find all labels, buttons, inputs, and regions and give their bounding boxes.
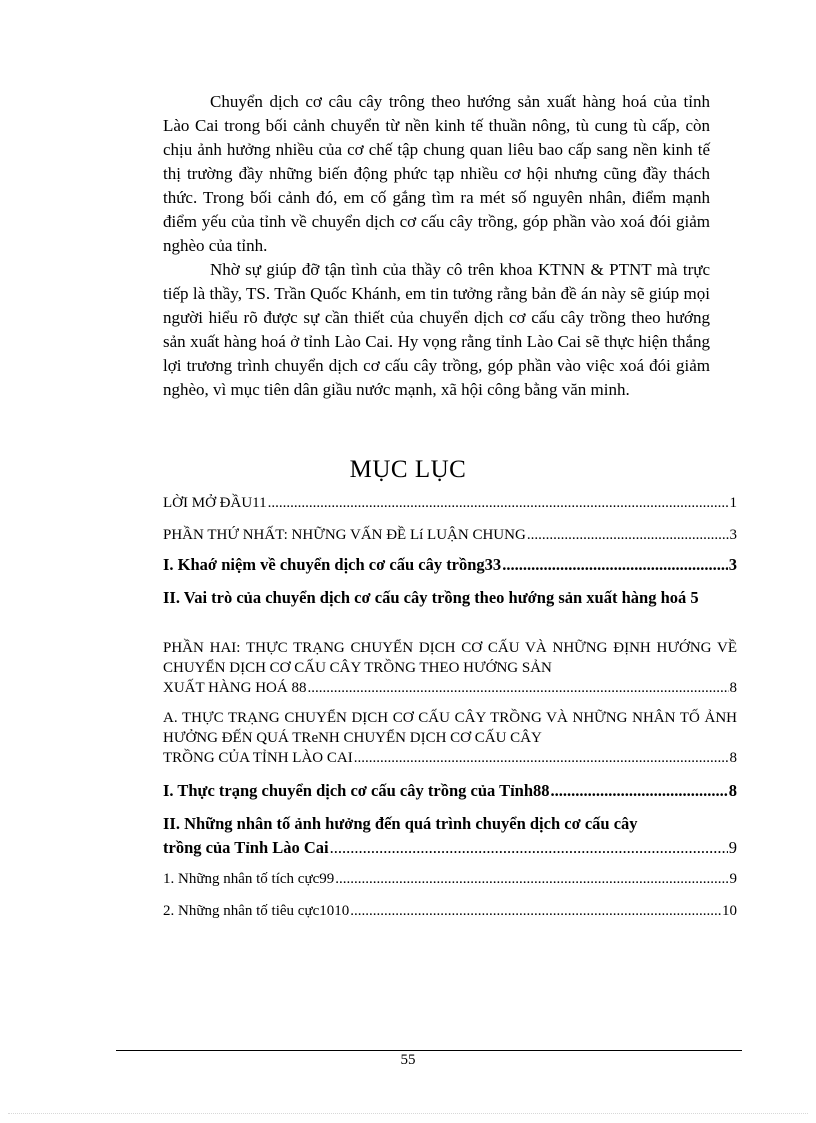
toc-entry-text: A. THỰC TRẠNG CHUYỂN DỊCH CƠ CẤU CÂY TRỒNG VÀ NHỮNG NHÂN TỐ ẢNH HƯỞNG ĐẾN QUÁ TReNH CHUYỂN DỊCH CƠ CẤU CÂY: [163, 710, 737, 746]
toc-entry-tich-cuc[interactable]: [163, 868, 737, 890]
toc-entry-text-cont: TRỒNG CỦA TỈNH LÀO CAI: [163, 750, 353, 766]
toc-entry-thuc-trang-a[interactable]: [163, 708, 737, 768]
toc-entry-page: 3: [728, 555, 737, 574]
toc-title: MỤC LỤC: [349, 456, 467, 483]
toc-entry-text: I. Khaớ niệm về chuyển dịch cơ cấu cây trồng33: [163, 555, 502, 574]
toc-entry-text: LỜI MỞ ĐẦU11: [163, 495, 267, 511]
intro-paragraph-2: Nhờ sự giúp đỡ tận tình của thầy cô trên khoa KTNN & PTNT mà trực tiếp là thầy, TS. Trần Quốc Khánh, em tin tưởng rằng bản đề án này sẽ giúp mọi người hiểu rõ được sự cần thiết của chuyển dịch cơ cấu cây trồng theo hướng sản xuất hàng hoá ở tỉnh Lào Cai. Hy vọng rằng tỉnh Lào Cai sẽ thực hiện thắng lợi trương trình chuyển dịch cơ cấu cây trồng, góp phần vào việc xoá đói giảm nghèo, vì mục tiên dân giầu nước mạnh, xã hội công bằng văn minh.: [163, 260, 710, 399]
toc-entry-tieu-cuc[interactable]: [163, 900, 737, 922]
toc-entry-nhan-to-ii[interactable]: [163, 812, 737, 860]
toc-entry-page: 10: [722, 903, 737, 919]
toc-entry-phan-hai[interactable]: [163, 638, 737, 698]
toc-entry-text: I. Thực trạng chuyển dịch cơ cấu cây trồng của Tỉnh88: [163, 781, 550, 800]
toc-entry-text: 2. Những nhân tố tiêu cực1010: [163, 903, 350, 919]
toc-entry-page: 3: [729, 527, 737, 543]
toc-entry-page: 1: [729, 495, 737, 511]
toc-entry-loi-mo-dau[interactable]: [163, 492, 737, 514]
toc-entry-text: II. Vai trò của chuyển dịch cơ cấu cây trồng theo hướng sản xuất hàng hoá 5: [163, 588, 699, 607]
toc-entry-page: 8: [729, 750, 737, 766]
toc-entry-vai-tro[interactable]: [163, 586, 737, 610]
toc-entry-text: 1. Những nhân tố tích cực99: [163, 871, 335, 887]
toc-entry-text: II. Những nhân tố ảnh hưởng đến quá trình chuyển dịch cơ cấu cây: [163, 814, 638, 833]
toc-entry-text-cont: XUẤT HÀNG HOÁ 88: [163, 680, 307, 696]
toc-entry-text-cont: trồng của Tỉnh Lào Cai: [163, 838, 329, 857]
toc-entry-thuc-trang-i[interactable]: [163, 780, 737, 802]
toc-entry-page: 9: [729, 871, 737, 887]
toc-entry-phan-thu-nhat[interactable]: [163, 524, 737, 546]
toc-entry-page: 8: [729, 680, 737, 696]
toc-entry-page: 8: [728, 781, 737, 800]
toc-entry-khai-niem[interactable]: [163, 554, 737, 576]
footer-divider: [116, 1050, 742, 1051]
intro-paragraph-1: Chuyển dịch cơ câu cây trông theo hướng sản xuất hàng hoá của tỉnh Lào Cai trong bối cảnh chuyển từ nền kinh tế thuần nông, tù cung tù cấp, còn chịu ảnh hưởng nhiều của cơ chế tập chung quan liêu bao cấp sang nền kinh tế thị trường đầy những biến động phức tạp nhiều cơ hội nhưng cũng đầy thách thức. Trong bối cảnh đó, em cố gắng tìm ra mét số nguyên nhân, điểm mạnh điểm yếu của tỉnh về chuyển dịch cơ cấu cây trồng, góp phần vào xoá đói giảm nghèo của tỉnh.: [163, 92, 710, 255]
page-bottom-border: [8, 1113, 808, 1114]
toc-entry-text: PHẦN THỨ NHẤT: NHỮNG VẤN ĐỀ Lí LUẬN CHUNG: [163, 527, 526, 543]
page-number: 55: [400, 1052, 416, 1068]
toc-entry-page: 9: [728, 838, 737, 857]
toc-entry-text: PHẦN HAI: THỰC TRẠNG CHUYỂN DỊCH CƠ CẤU VÀ NHỮNG ĐỊNH HƯỚNG VỀ CHUYỂN DỊCH CƠ CẤU CÂY TRỒNG THEO HƯỚNG SẢN: [163, 640, 737, 676]
